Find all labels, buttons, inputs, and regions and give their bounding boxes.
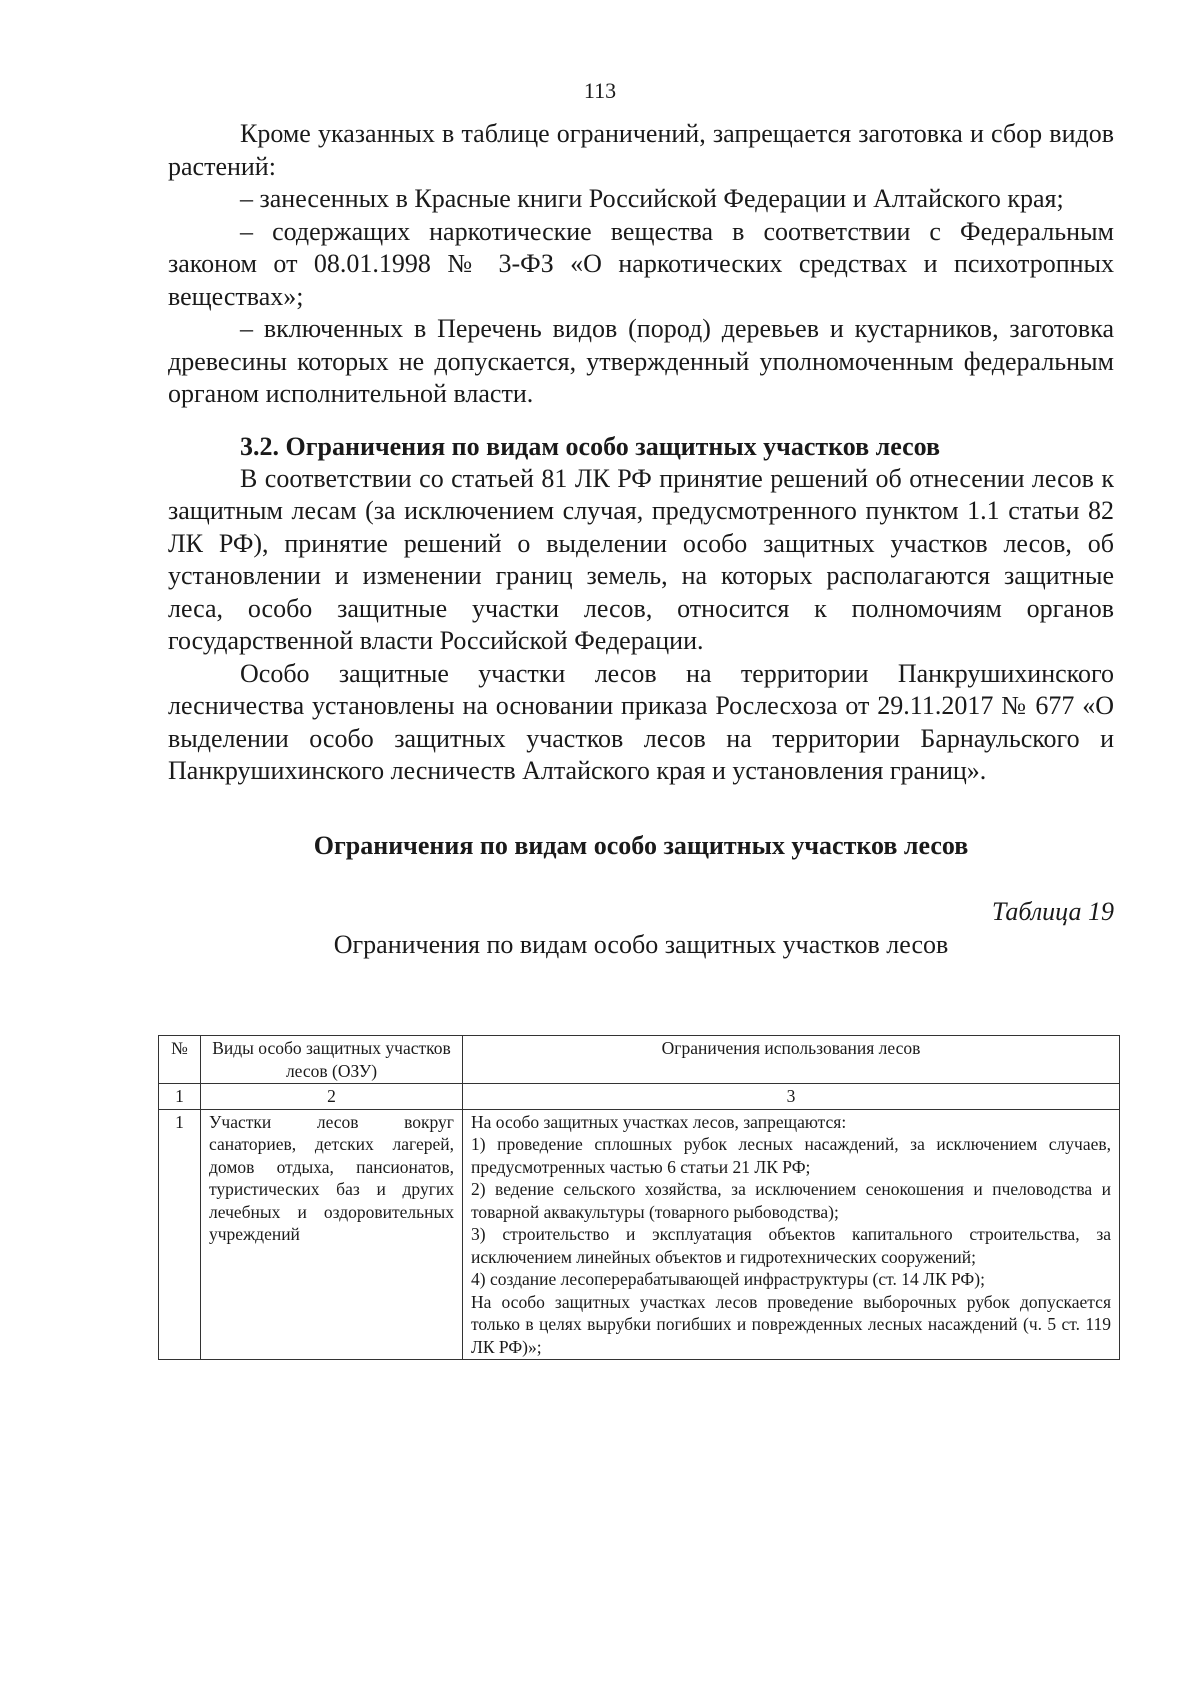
restrictions-cell [463,1109,1120,1360]
section-heading: 3.2. Ограничения по видам особо защитных участков лесов [240,431,941,461]
header-ozu-type: Виды особо защитных участков лесов (ОЗУ) [201,1036,463,1084]
restriction-line: 4) создание лесоперерабатывающей инфраструктуры (ст. 14 ЛК РФ); [471,1269,985,1289]
main-text [168,118,1114,961]
table-label: Таблица 19 [991,897,1114,926]
column-number: 1 [159,1084,201,1110]
restriction-line: 2) ведение сельского хозяйства, за исключением сенокошения и пчеловодства и товарной аквакультуры (товарного рыбоводства); [471,1179,1111,1222]
section-paragraph: В соответствии со статьей 81 ЛК РФ принятие решений об отнесении лесов к защитным лесам (за исключением случая, предусмотренного пунктом 1.1 статьи 82 ЛК РФ), принятие решений о выделении особо защитных участков лесов, об установлении и изменении границ земель, на которых располагаются защитные леса, особо защитные участки лесов, относится к полномочиям органов государственной власти Российской Федерации. [168,463,1114,655]
ozu-type-cell: Участки лесов вокруг санаториев, детских лагерей, домов отдыха, пансионатов, туристических баз и других лечебных и оздоровительных учреждений [201,1109,463,1360]
restriction-line: 1) проведение сплошных рубок лесных насаждений, за исключением случаев, предусмотренных частью 6 статьи 21 ЛК РФ; [471,1134,1111,1177]
intro-paragraph: Кроме указанных в таблице ограничений, запрещается заготовка и сбор видов растений: [168,119,1114,181]
section-paragraph: Особо защитные участки лесов на территории Панкрушихинского лесничества установлены на основании приказа Рослесхоза от 29.11.2017 № 677 «О выделении особо защитных участков лесов на территории Барнаульского и Панкрушихинского лесничеств Алтайского края и установления границ». [168,658,1114,785]
header-restrictions: Ограничения использования лесов [463,1036,1120,1084]
restriction-line: 3) строительство и эксплуатация объектов капитального строительства, за исключением линейных объектов и гидротехнических сооружений; [471,1224,1111,1267]
header-number: № [159,1036,201,1084]
restrictions-table [158,1035,1120,1360]
block-title: Ограничения по видам особо защитных участков лесов [313,830,969,860]
table-caption: Ограничения по видам особо защитных участков лесов [333,929,949,959]
column-number: 3 [463,1084,1120,1110]
restriction-line: На особо защитных участках лесов проведение выборочных рубок допускается только в целях вырубки погибших и поврежденных лесных насаждений (ч. 5 ст. 119 ЛК РФ)»; [471,1291,1111,1357]
column-number: 2 [201,1084,463,1110]
restriction-line: На особо защитных участках лесов, запрещаются: [471,1111,847,1132]
row-number: 1 [159,1109,201,1360]
intro-list-item: – содержащих наркотические вещества в соответствии с Федеральным законом от 08.01.1998 № 3-ФЗ «О наркотических средствах и психотропных веществах»; [168,216,1114,311]
table-row [159,1109,1120,1360]
table-column-numbers-row [159,1084,1120,1110]
table-header-row [159,1036,1120,1084]
intro-list-item: – занесенных в Красные книги Российской Федерации и Алтайского края; [240,184,1064,213]
page-number: 113 [583,78,617,103]
intro-list-item: – включенных в Перечень видов (пород) деревьев и кустарников, заготовка древесины которых не допускается, утвержденный уполномоченным федеральным органом исполнительной власти. [168,314,1114,408]
